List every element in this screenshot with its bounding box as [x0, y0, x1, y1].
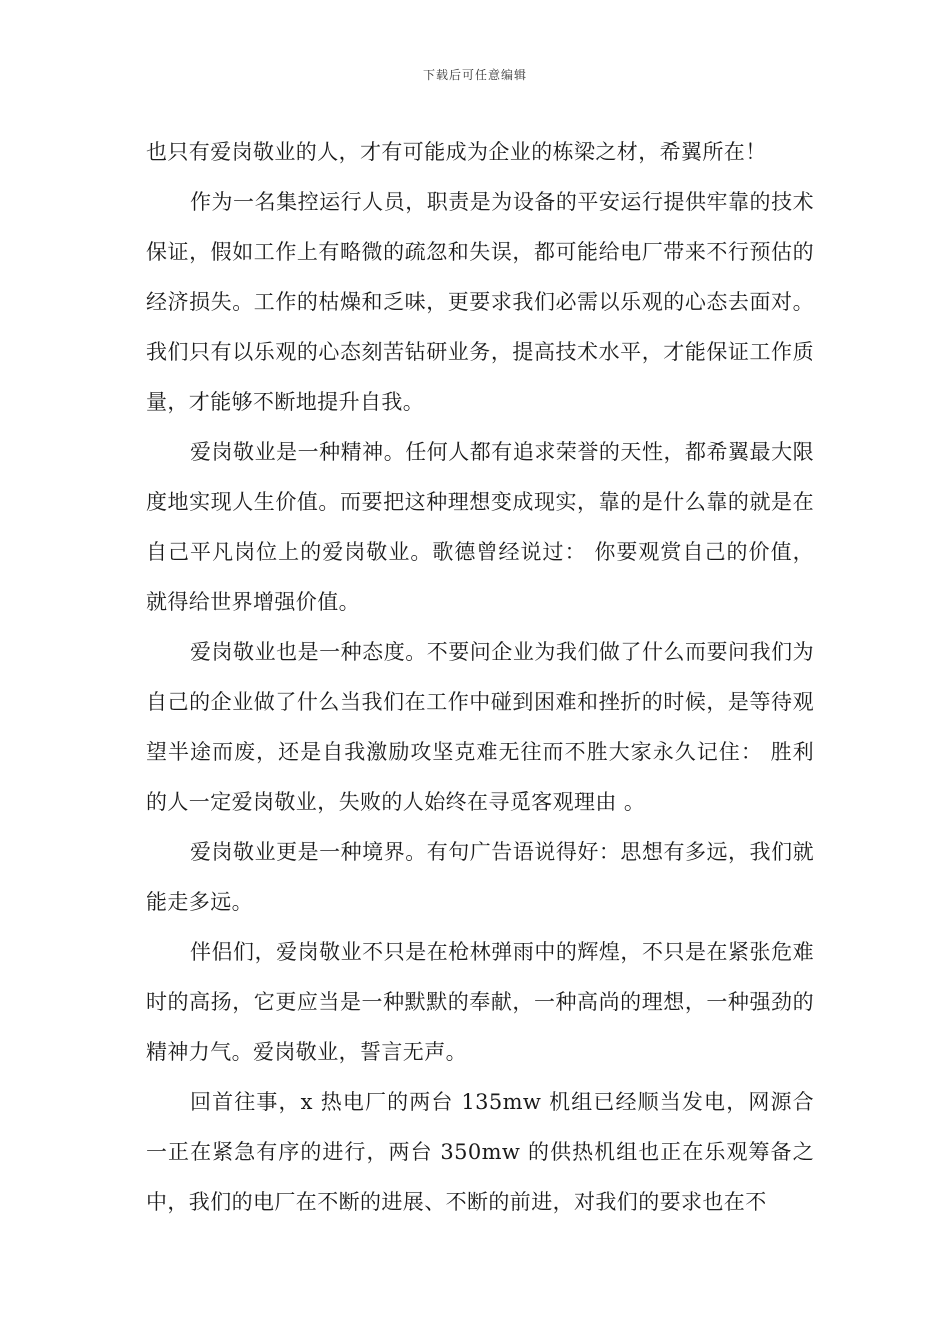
paragraph-2: 作为一名集控运行人员，职责是为设备的平安运行提供牢靠的技术保证，假如工作上有略微的疏忽和失误，都可能给电厂带来不行预估的经济损失。工作的枯燥和乏味，更要求我们必需以乐观的心态去面对。我们只有以乐观的心态刻苦钻研业务，提高技术水平，才能保证工作质量，才能够不断地提升自我。 — [146, 190, 814, 414]
page-header: 下载后可任意编辑 — [422, 68, 527, 82]
document-body — [146, 127, 814, 1227]
paragraph-1: 也只有爱岗敬业的人，才有可能成为企业的栋梁之材，希翼所在！ — [146, 140, 767, 164]
paragraph-3: 爱岗敬业是一种精神。任何人都有追求荣誉的天性，都希翼最大限度地实现人生价值。而要把这种理想变成现实，靠的是什么靠的就是在自己平凡岗位上的爱岗敬业。歌德曾经说过： 你要观赏自己的价值，就得给世界增强价值。 — [146, 440, 814, 614]
paragraph-4: 爱岗敬业也是一种态度。不要问企业为我们做了什么而要问我们为自己的企业做了什么当我们在工作中碰到困难和挫折的时候，是等待观望半途而废，还是自我激励攻坚克难无往而不胜大家永久记住： 胜利的人一定爱岗敬业，失败的人始终在寻觅客观理由 。 — [146, 640, 814, 814]
paragraph-7: 回首往事，x 热电厂的两台 135mw 机组已经顺当发电，网源合一正在紧急有序的进行，两台 350mw 的供热机组也正在乐观筹备之中，我们的电厂在不断的进展、不断的前进，对我们的要求也在不 — [146, 1090, 814, 1214]
paragraph-6: 伴侣们，爱岗敬业不只是在枪林弹雨中的辉煌，不只是在紧张危难时的高扬，它更应当是一种默默的奉献，一种高尚的理想，一种强劲的精神力气。爱岗敬业，誓言无声。 — [146, 940, 814, 1064]
paragraph-5: 爱岗敬业更是一种境界。有句广告语说得好：思想有多远，我们就能走多远。 — [146, 840, 814, 914]
